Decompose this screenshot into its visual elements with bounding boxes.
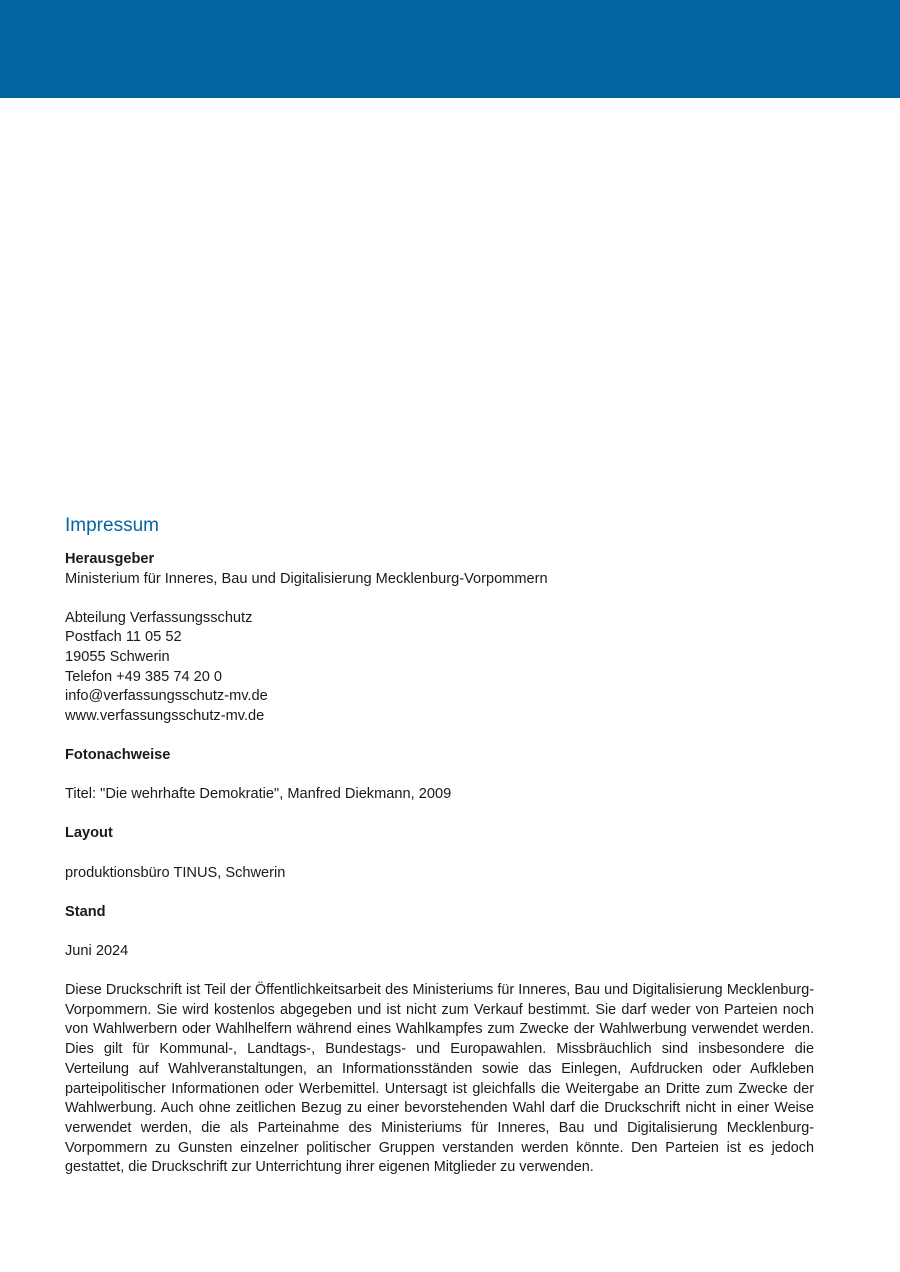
photo-credits-heading: Fotonachweise <box>65 746 171 763</box>
city: 19055 Schwerin <box>65 648 170 665</box>
spacer <box>65 805 814 825</box>
email-link[interactable]: info@verfassungsschutz-mv.de <box>65 688 268 705</box>
status-text: Juni 2024 <box>65 942 129 959</box>
spacer <box>65 726 814 746</box>
spacer <box>65 589 814 609</box>
department: Abteilung Verfassungsschutz <box>65 609 253 626</box>
spacer <box>65 766 814 786</box>
disclaimer-paragraph: Diese Druckschrift ist Teil der Öffentlichkeitsarbeit des Ministeriums für Inneres, Bau und Digitalisierung Mecklenburg-Vorpommern. Sie wird kostenlos abgegeben und ist nicht zum Verkauf bestimmt. Sie darf weder von Parteien noch von Wahlwerbern oder Wahlhelfern während eines Wahlkampfes zum Zwecke der Wahlwerbung verwendet werden. Dies gilt für Kommunal-, Landtags-, Bundestags- und Europawahlen. Missbräuchlich sind insbesondere die Verteilung auf Wahlveranstaltungen, an Informationsständen sowie das Einlegen, Aufdrucken oder Aufkleben parteipolitischer Informationen oder Werbemittel. Untersagt ist gleichfalls die Weitergabe an Dritte zum Zwecke der Wahlwerbung. Auch ohne zeitlichen Bezug zu einer bevorstehenden Wahl darf die Druckschrift nicht in einer Weise verwendet werden, die als Parteinahme des Ministeriums für Inneres, Bau und Digitalisierung Mecklenburg-Vorpommern zu Gunsten einzelner politischer Gruppen verstanden werden könnte. Den Parteien ist es jedoch gestattet, die Druckschrift zur Unterrichtung ihrer eigenen Mitglieder zu verwenden. <box>65 982 814 1176</box>
layout-text: produktionsbüro TINUS, Schwerin <box>65 864 286 881</box>
postbox: Postfach 11 05 52 <box>65 629 182 646</box>
spacer <box>65 922 814 942</box>
publisher-name: Ministerium für Inneres, Bau und Digitalisierung Mecklenburg-Vorpommern <box>65 570 548 587</box>
spacer <box>65 883 814 903</box>
publisher-heading: Herausgeber <box>65 551 155 567</box>
phone: Telefon +49 385 74 20 0 <box>65 668 223 685</box>
page-title: Impressum <box>65 515 159 536</box>
impressum-section <box>65 512 814 1178</box>
photo-credits-text: Titel: "Die wehrhafte Demokratie", Manfred Diekmann, 2009 <box>65 786 452 803</box>
status-heading: Stand <box>65 903 106 920</box>
layout-heading: Layout <box>65 825 113 842</box>
spacer <box>65 961 814 981</box>
spacer <box>65 844 814 864</box>
website-link[interactable]: www.verfassungsschutz-mv.de <box>65 707 265 724</box>
header-band <box>0 0 900 98</box>
